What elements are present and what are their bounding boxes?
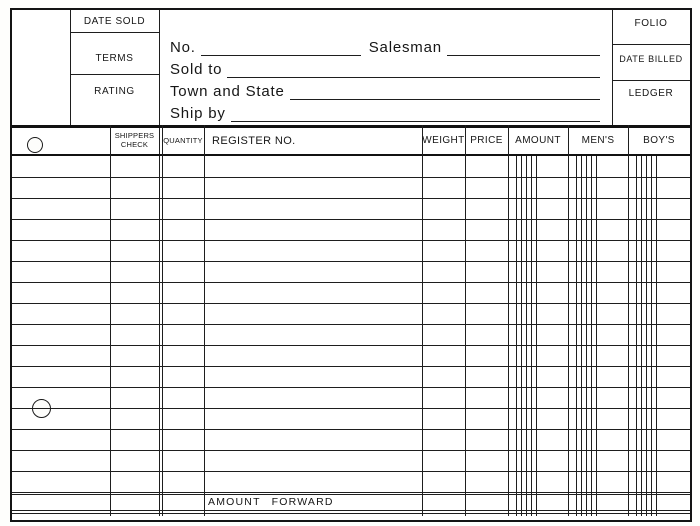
date-billed-underline — [612, 80, 690, 81]
salesman-label: Salesman — [368, 39, 442, 56]
ship-by-label: Ship by — [170, 105, 226, 122]
footer-bottom-rule — [12, 513, 690, 514]
row-rule-line — [12, 198, 690, 199]
column-divider — [422, 125, 423, 516]
date-sold-label: DATE SOLD — [83, 15, 146, 27]
row-rule-line — [12, 345, 690, 346]
ledger-label: LEDGER — [628, 88, 674, 100]
rating-label: RATING — [94, 86, 135, 98]
row-rule-line — [12, 303, 690, 304]
sold-to-label: Sold to — [170, 61, 223, 78]
row-rule-line — [12, 471, 690, 472]
cents-ruling-line — [591, 156, 592, 516]
register-no-header: REGISTER NO. — [212, 134, 296, 147]
cents-ruling-line — [596, 156, 597, 516]
column-divider — [508, 125, 509, 516]
cents-ruling-line — [526, 156, 527, 516]
footer-top-rule — [12, 494, 690, 495]
ship-by-write-line — [231, 117, 600, 122]
cents-ruling-line — [576, 156, 577, 516]
row-rule-line — [12, 177, 690, 178]
cents-ruling-line — [646, 156, 647, 516]
cents-ruling-line — [531, 156, 532, 516]
cents-ruling-line — [636, 156, 637, 516]
cents-ruling-line — [656, 156, 657, 516]
amount-header: AMOUNT — [515, 135, 561, 147]
folio-underline — [612, 44, 690, 45]
row-rule-line — [12, 261, 690, 262]
cents-ruling-line — [581, 156, 582, 516]
row-rule-line — [12, 387, 690, 388]
town-and-state-row — [170, 78, 600, 100]
row-rule-line — [12, 240, 690, 241]
ship-by-row — [170, 100, 600, 122]
cents-ruling-line — [586, 156, 587, 516]
cents-ruling-line — [641, 156, 642, 516]
footer-bottom-rule — [12, 510, 690, 511]
cents-ruling-line — [651, 156, 652, 516]
column-divider — [465, 125, 466, 516]
column-divider — [628, 125, 629, 516]
left-block-divider — [159, 10, 160, 516]
shippers-check-header: SHIPPERS CHECK — [114, 131, 155, 149]
cents-ruling-line — [516, 156, 517, 516]
mens-header: MEN'S — [581, 135, 615, 147]
row-rule-line — [12, 408, 690, 409]
order-form — [10, 8, 692, 522]
column-divider — [162, 125, 163, 516]
row-rule-line — [12, 492, 690, 493]
weight-header: WEIGHT — [422, 135, 465, 147]
quantity-header: QUANTITY — [163, 135, 203, 145]
column-divider — [568, 125, 569, 516]
date-billed-label: DATE BILLED — [619, 53, 683, 64]
row-rule-line — [12, 219, 690, 220]
no-salesman-row — [170, 34, 600, 56]
row-rule-line — [12, 282, 690, 283]
terms-underline — [70, 74, 159, 75]
column-divider — [110, 125, 111, 516]
amount-forward-label: AMOUNT FORWARD — [208, 496, 334, 508]
date-sold-underline — [70, 32, 159, 33]
town-and-state-label: Town and State — [170, 83, 285, 100]
punch-hole — [27, 137, 43, 153]
folio-label: FOLIO — [634, 18, 668, 30]
row-rule-line — [12, 429, 690, 430]
table-header-underline — [12, 154, 690, 156]
row-rule-line — [12, 450, 690, 451]
sold-to-row — [170, 56, 600, 78]
column-divider — [204, 125, 205, 516]
cents-ruling-line — [521, 156, 522, 516]
boys-header: BOY'S — [643, 135, 675, 147]
price-header: PRICE — [470, 135, 503, 147]
cents-ruling-line — [536, 156, 537, 516]
no-label: No. — [170, 39, 196, 56]
row-rule-line — [12, 324, 690, 325]
row-rule-line — [12, 366, 690, 367]
terms-label: TERMS — [95, 53, 134, 65]
